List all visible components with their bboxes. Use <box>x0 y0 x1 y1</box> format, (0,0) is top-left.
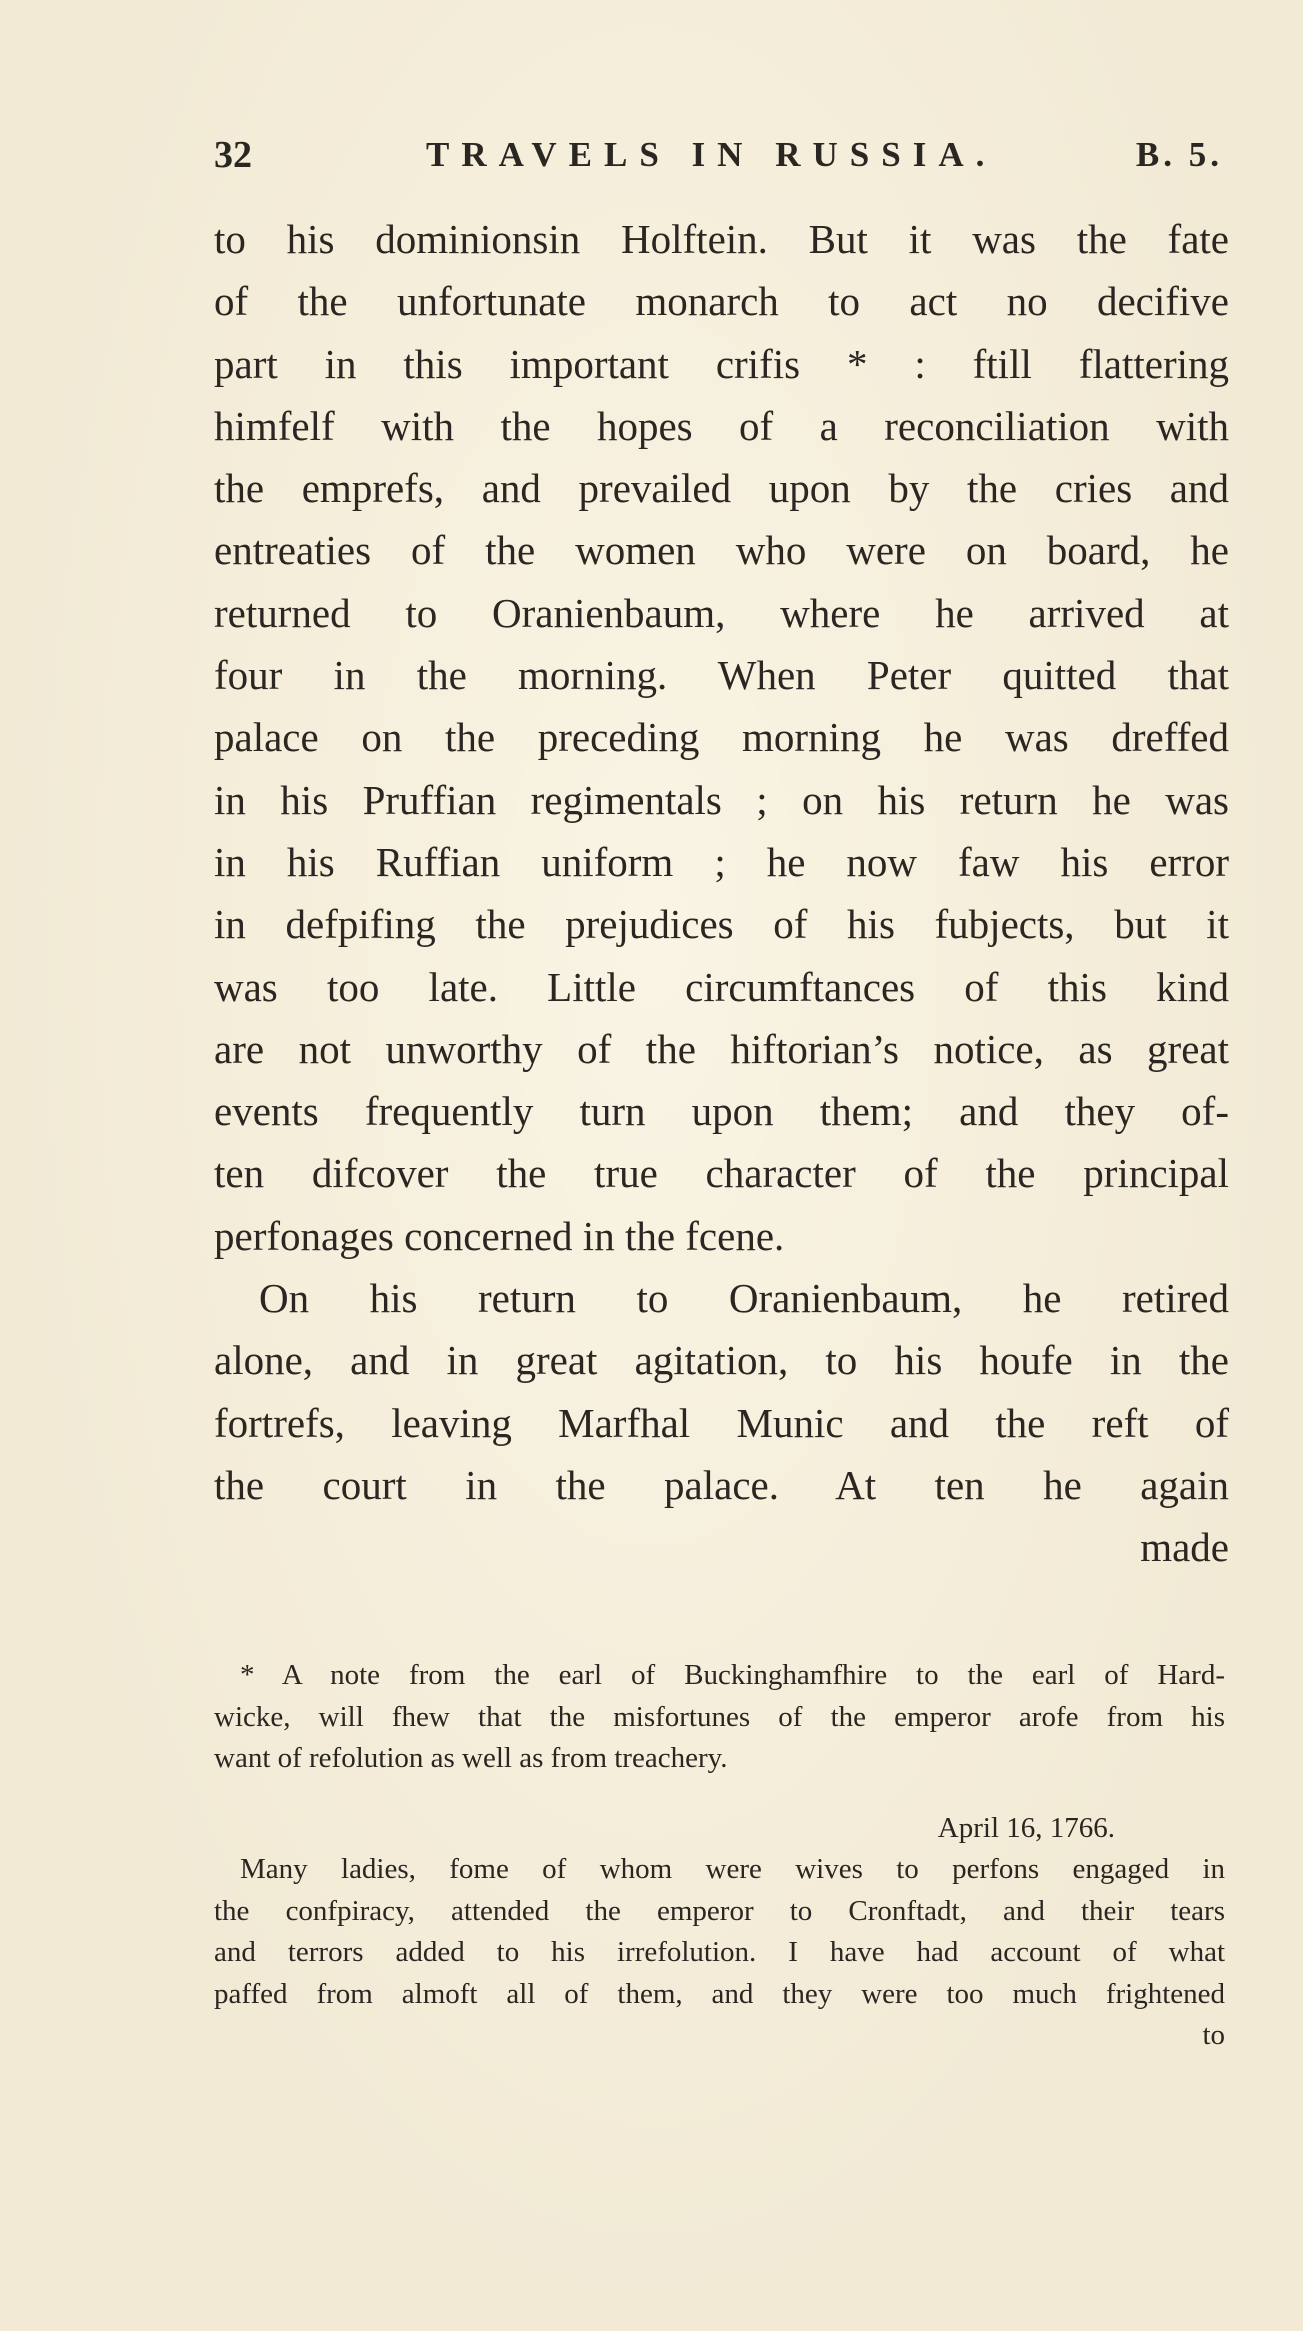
text-line: in his Pruffian regimentals ; on his return he was <box>214 776 1229 823</box>
text-line: the emprefs, and prevailed upon by the cries and <box>214 465 1229 512</box>
text-line: are not unworthy of the hiftorian’s notice, as great <box>214 1025 1229 1072</box>
text-line: four in the morning. When Peter quitted that <box>214 652 1229 699</box>
footnote-line: want of refolution as well as from treachery. <box>214 1742 728 1774</box>
text-line: of the unfortunate monarch to act no decifive <box>214 278 1229 325</box>
running-title: TRAVELS IN RUSSIA. <box>426 135 997 174</box>
text-line: part in this important crifis * : ftill flattering <box>214 340 1229 387</box>
text-line: was too late. Little circumftances of this kind <box>214 963 1229 1010</box>
text-line: himfelf with the hopes of a reconciliation with <box>214 402 1229 449</box>
running-header <box>214 133 1223 183</box>
book-number: B. 5. <box>1135 135 1223 174</box>
text-line: returned to Oranienbaum, where he arrived at <box>214 589 1229 636</box>
text-line: in defpifing the prejudices of his fubjects, but it <box>214 901 1229 948</box>
text-line: the court in the palace. At ten he again <box>214 1461 1229 1508</box>
page-number: 32 <box>214 134 252 176</box>
text-line: to his dominionsin Holftein. But it was the fate <box>214 216 1229 262</box>
footnote <box>214 1655 1225 2057</box>
text-line: palace on the preceding morning he was dreffed <box>214 714 1229 761</box>
main-text <box>214 208 1229 1579</box>
catchword: made <box>1140 1524 1229 1571</box>
footnote-line: the confpiracy, attended the emperor to Cronftadt, and their tears <box>214 1894 1225 1927</box>
text-line: entreaties of the women who were on board, he <box>214 527 1229 574</box>
footnote-catchword: to <box>1202 2019 1225 2051</box>
footnote-date: April 16, 1766. <box>937 1811 1115 1844</box>
text-line: On his return to Oranienbaum, he retired <box>259 1275 1229 1322</box>
text-line: events frequently turn upon them; and they of- <box>214 1088 1229 1135</box>
footnote-line: * A note from the earl of Buckinghamfhire to the earl of Hard- <box>240 1659 1225 1691</box>
footnote-line: Many ladies, fome of whom were wives to perfons engaged in <box>240 1853 1225 1885</box>
text-line: ten difcover the true character of the principal <box>214 1150 1229 1197</box>
text-line: perfonages concerned in the fcene. <box>214 1212 785 1259</box>
footnote-line: and terrors added to his irrefolution. I have had account of what <box>214 1936 1225 1968</box>
footnote-line: paffed from almoft all of them, and they were too much frightened <box>214 1977 1225 2010</box>
text-line: in his Ruffian uniform ; he now faw his error <box>214 838 1229 885</box>
footnote-line: wicke, will fhew that the misfortunes of the emperor arofe from his <box>214 1700 1225 1733</box>
text-line: fortrefs, leaving Marfhal Munic and the reft of <box>214 1399 1229 1446</box>
text-line: alone, and in great agitation, to his houfe in the <box>214 1337 1229 1384</box>
